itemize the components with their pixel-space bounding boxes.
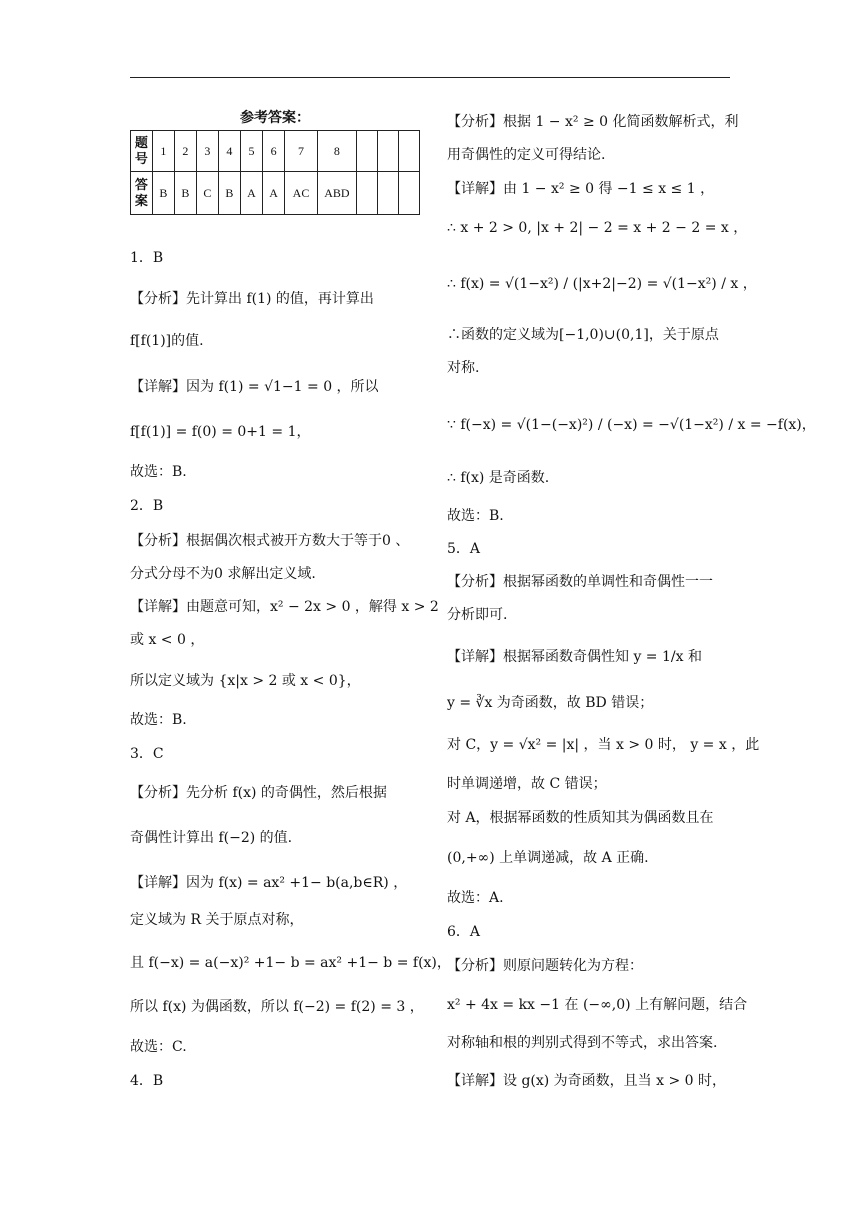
table-cell: 8 (317, 131, 356, 172)
left-line: 2．B (130, 498, 164, 514)
table-cell: ABD (317, 172, 356, 215)
left-line: 奇偶性计算出 f(−2) 的值. (130, 830, 293, 846)
table-cell (377, 131, 398, 172)
table-cell: 5 (240, 131, 262, 172)
table-cell: 4 (218, 131, 240, 172)
right-line: 用奇偶性的定义可得结论. (447, 147, 606, 163)
left-line: 1．B (130, 250, 164, 266)
top-rule (130, 77, 730, 78)
right-line: 对 A，根据幂函数的性质知其为偶函数且在 (447, 810, 714, 826)
left-line: 【详解】因为 f(1) = √1−1 = 0 ，所以 (130, 379, 379, 395)
right-line: ∴ f(x) = √(1−x²) / (|x+2|−2) = √(1−x²) / x ， (447, 276, 757, 292)
right-line: 【详解】根据幂函数奇偶性知 y = 1/x 和 (447, 649, 702, 665)
left-column (130, 108, 420, 215)
left-line: f[f(1)] = f(0) = 0+1 = 1， (130, 424, 311, 440)
table-cell: A (240, 172, 262, 215)
left-line: 或 x < 0 ， (130, 632, 205, 648)
left-line: 【分析】先分析 f(x) 的奇偶性，然后根据 (130, 785, 387, 801)
left-line: 故选：B. (130, 712, 187, 728)
right-line: 分析即可. (447, 607, 508, 623)
left-line: 4．B (130, 1073, 164, 1089)
right-line: 对称. (447, 360, 480, 376)
left-line: 故选：B. (130, 464, 187, 480)
right-line: 对称轴和根的判别式得到不等式，求出答案. (447, 1035, 718, 1051)
table-cell (398, 172, 419, 215)
row-head-answer: 答 案 (131, 172, 153, 215)
left-line: f[f(1)]的值. (130, 333, 204, 349)
table-cell: B (218, 172, 240, 215)
table-row-answers (131, 172, 420, 215)
right-line: 对 C，y = √x² = |x| ，当 x > 0 时， y = x ，此 (447, 737, 760, 753)
left-line: 故选：C. (130, 1039, 187, 1055)
right-line: ∵ f(−x) = √(1−(−x)²) / (−x) = −√(1−x²) / x = −f(x)， (447, 417, 816, 433)
left-line: 【详解】由题意可知，x² − 2x > 0 ，解得 x > 2 (130, 599, 439, 615)
table-cell (398, 131, 419, 172)
right-line: 5．A (447, 541, 481, 557)
table-cell: 1 (152, 131, 174, 172)
right-line: y = ∛x 为奇函数，故 BD 错误； (447, 695, 654, 711)
left-line: 所以定义域为 {x|x > 2 或 x < 0}， (130, 673, 361, 689)
left-line: 所以 f(x) 为偶函数，所以 f(−2) = f(2) = 3 ， (130, 999, 424, 1015)
right-line: 【详解】设 g(x) 为奇函数，且当 x > 0 时， (447, 1073, 727, 1089)
left-line: 【分析】根据偶次根式被开方数大于等于0 、 (130, 533, 410, 549)
table-row-numbers (131, 131, 420, 172)
table-cell: 7 (285, 131, 318, 172)
right-line: 故选：B. (447, 508, 504, 524)
left-line: 定义域为 R 关于原点对称， (130, 912, 304, 928)
table-cell: 6 (263, 131, 285, 172)
table-cell: A (263, 172, 285, 215)
right-line: 【分析】则原问题转化为方程： (447, 958, 643, 974)
left-line: 【分析】先计算出 f(1) 的值，再计算出 (130, 291, 374, 307)
right-line: ∴ f(x) 是奇函数. (447, 470, 550, 486)
right-line: 【详解】由 1 − x² ≥ 0 得 −1 ≤ x ≤ 1 ， (447, 181, 715, 197)
table-cell: 2 (174, 131, 196, 172)
left-line: 3．C (130, 746, 164, 762)
table-cell: B (174, 172, 196, 215)
right-line: 6．A (447, 924, 481, 940)
table-cell (356, 131, 377, 172)
right-line: x² + 4x = kx −1 在 (−∞,0) 上有解问题，结合 (447, 997, 748, 1013)
right-line: 【分析】根据幂函数的单调性和奇偶性一一 (447, 574, 713, 590)
right-line: 【分析】根据 1 − x² ≥ 0 化简函数解析式，利 (447, 114, 739, 130)
table-cell: AC (285, 172, 318, 215)
left-line: 且 f(−x) = a(−x)² +1− b = ax² +1− b = f(x)， (130, 955, 451, 971)
right-line: 故选：A. (447, 890, 504, 906)
left-line: 分式分母不为0 求解出定义域. (130, 566, 316, 582)
table-cell (377, 172, 398, 215)
table-cell: 3 (196, 131, 218, 172)
table-cell (356, 172, 377, 215)
table-cell: B (152, 172, 174, 215)
row-head-number: 题 号 (131, 131, 153, 172)
answer-table (130, 130, 420, 215)
left-line: 【详解】因为 f(x) = ax² +1− b(a,b∈R) ， (130, 875, 408, 891)
answer-title: 参考答案： (240, 110, 310, 126)
right-line: (0,+∞) 上单调递减，故 A 正确. (447, 850, 649, 866)
table-cell: C (196, 172, 218, 215)
right-line: ∴函数的定义域为[−1,0)∪(0,1]，关于原点 (447, 327, 719, 343)
right-line: ∴ x + 2 > 0, |x + 2| − 2 = x + 2 − 2 = x ， (447, 220, 748, 236)
right-line: 时单调递增，故 C 错误； (447, 776, 607, 792)
